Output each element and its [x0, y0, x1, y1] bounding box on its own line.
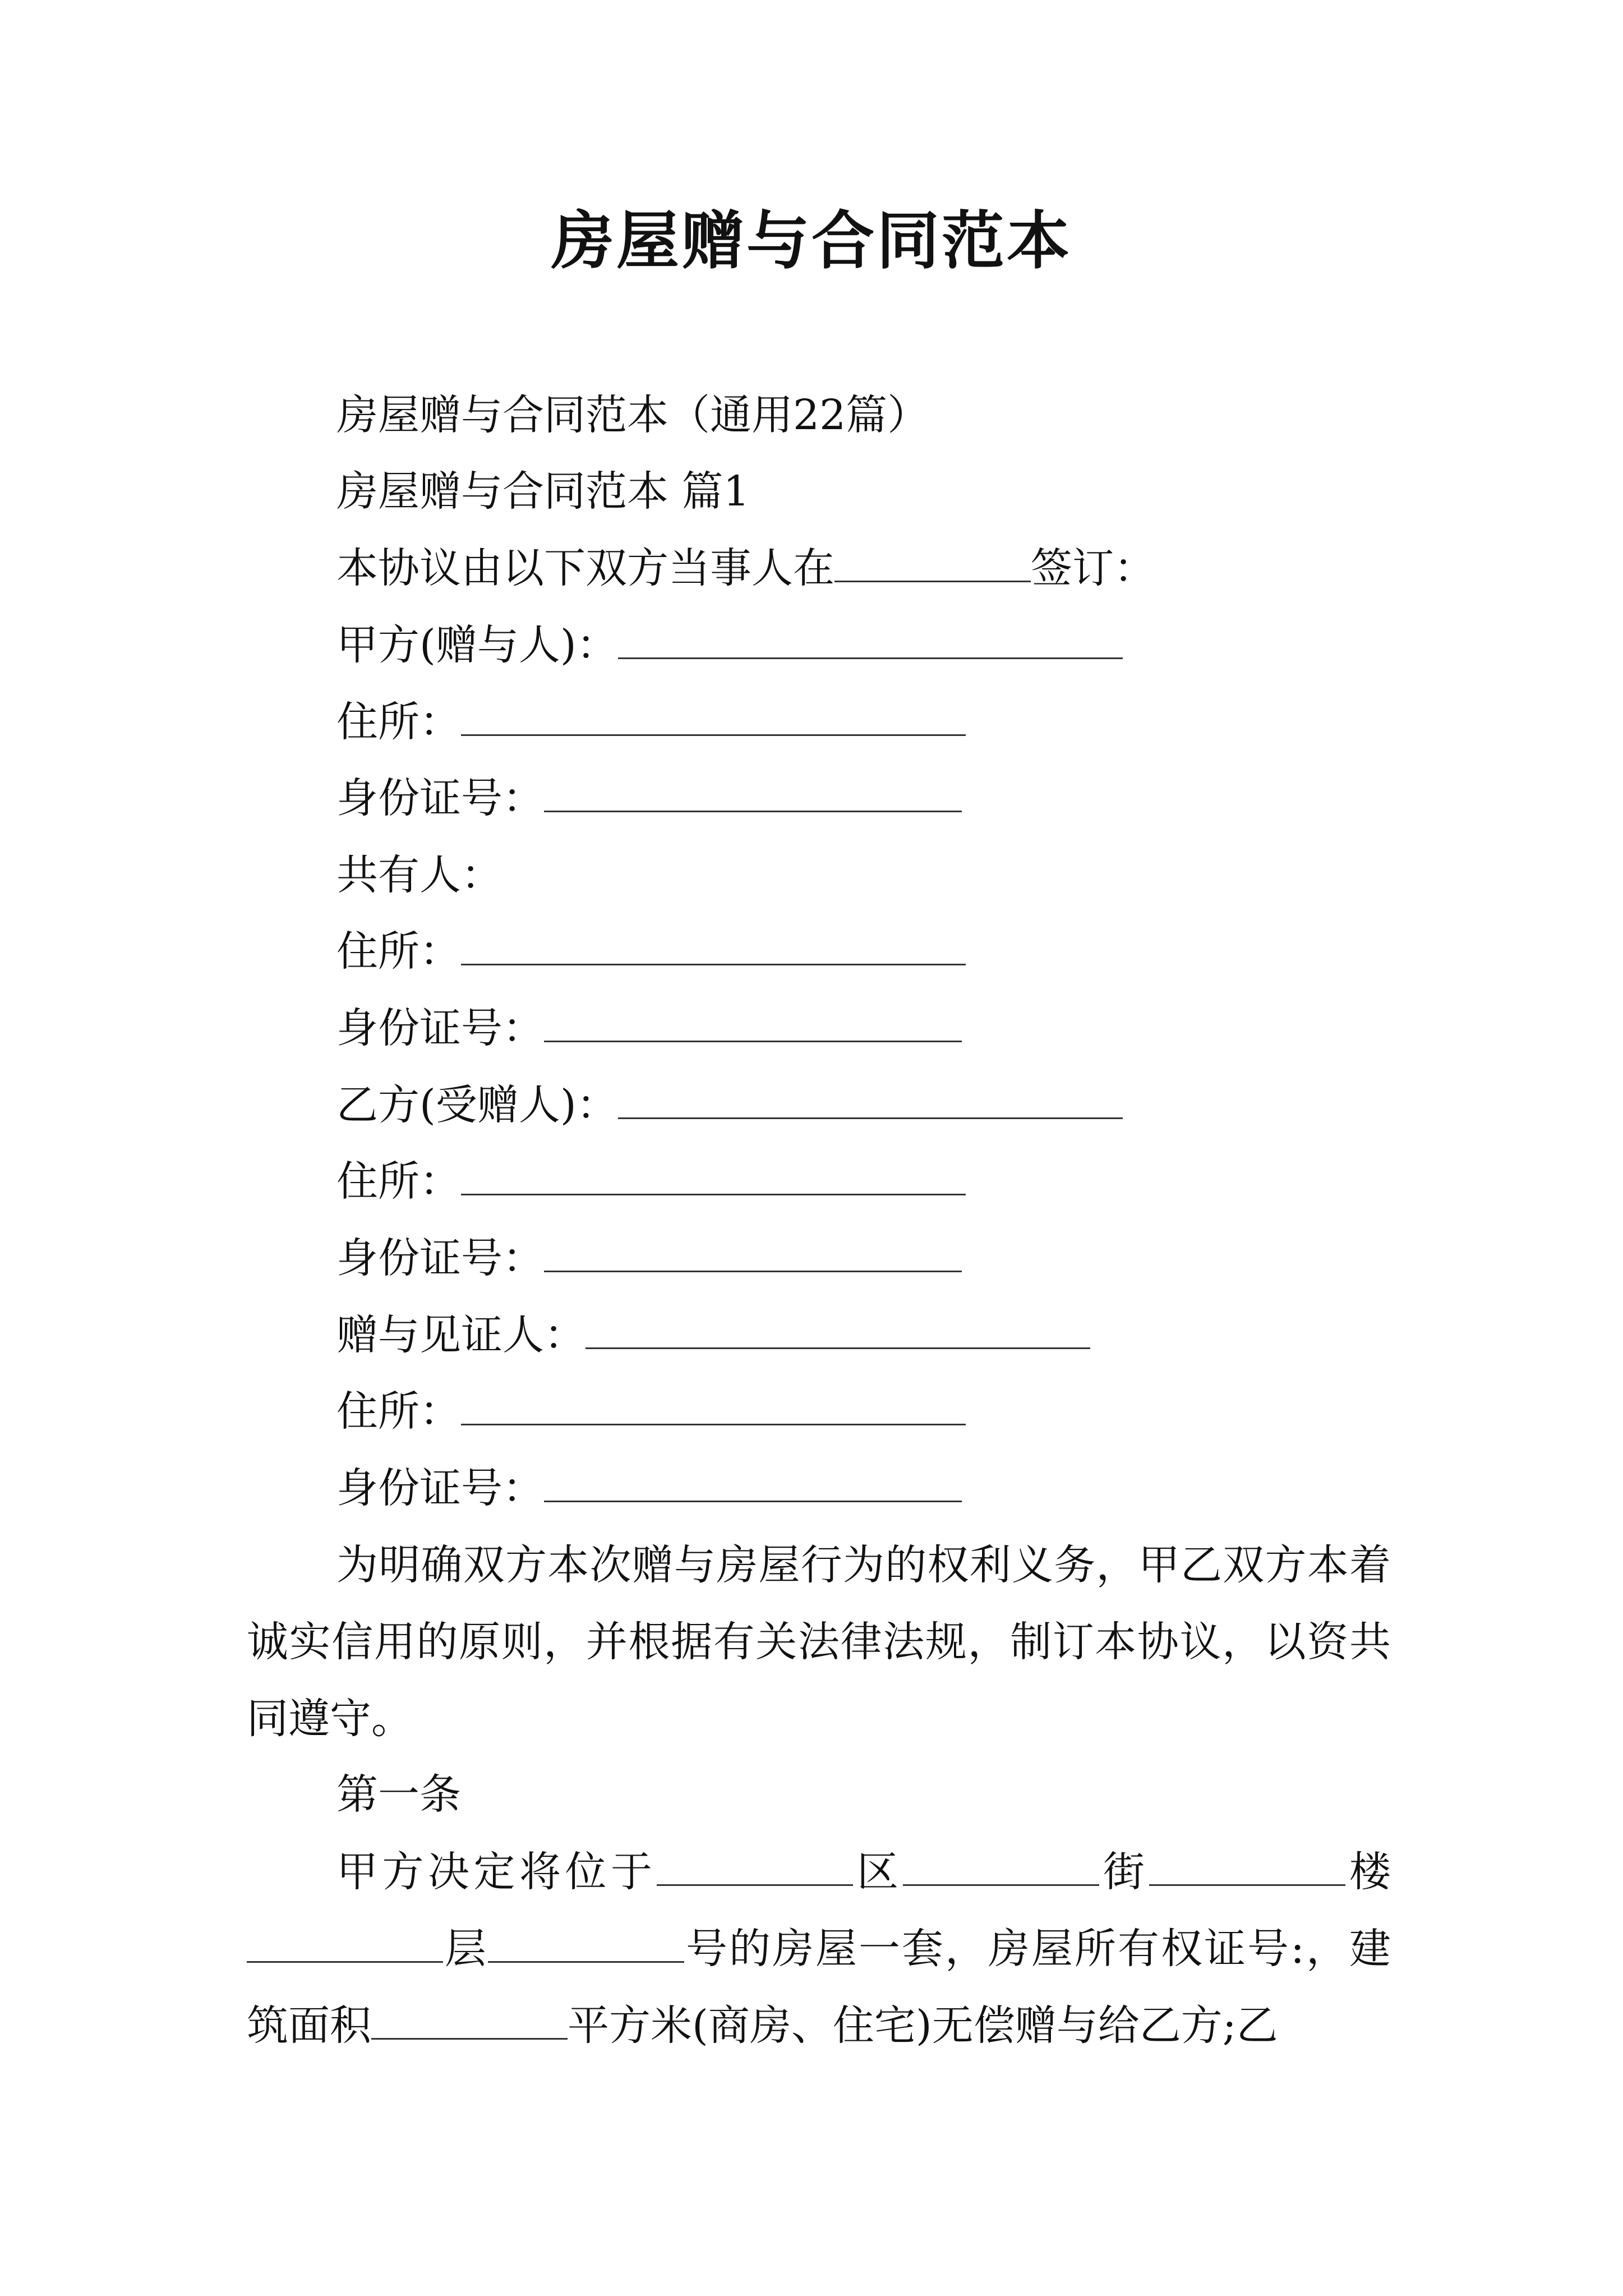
- id-number-blank: [544, 1461, 962, 1502]
- address-blank: [461, 695, 966, 736]
- co-owner-id-line: [336, 1000, 962, 1056]
- field-label: 身份证号：: [336, 1234, 544, 1282]
- street-blank: [903, 1845, 1099, 1886]
- party-b-blank: [618, 1078, 1123, 1119]
- signing-place-blank: [834, 541, 1031, 582]
- field-label: 住所：: [336, 1157, 461, 1205]
- party-a-id-line: [336, 770, 962, 826]
- address-blank: [461, 1154, 966, 1195]
- article-text: 甲方决定将位于: [336, 1848, 657, 1896]
- building-blank: [1149, 1845, 1345, 1886]
- intro-text-after: 签订：: [1031, 544, 1155, 592]
- article-text: 区: [852, 1848, 903, 1896]
- field-label: 共有人：: [336, 851, 502, 899]
- field-label: 住所：: [336, 927, 461, 976]
- intro-line: [336, 540, 1155, 596]
- section-heading: 房屋赠与合同范本 篇1: [336, 467, 750, 516]
- party-a-address-line: [336, 694, 966, 750]
- witness-address-line: [336, 1383, 966, 1439]
- field-label: 身份证号：: [336, 1464, 544, 1512]
- article-heading: 第一条: [336, 1770, 461, 1819]
- field-label: 身份证号：: [336, 1004, 544, 1052]
- id-number-blank: [544, 771, 962, 812]
- article-text: 号的房屋一套，房屋所有权证号:，建筑面积: [247, 1925, 1391, 2050]
- article-text: 街: [1099, 1848, 1149, 1896]
- witness-line: [336, 1307, 1090, 1363]
- witness-id-line: [336, 1460, 962, 1516]
- article-paragraph: [247, 1834, 1391, 2064]
- party-b-id-line: [336, 1230, 962, 1286]
- id-number-blank: [544, 1231, 962, 1272]
- subtitle: 房屋赠与合同范本（通用22篇）: [336, 391, 929, 439]
- address-blank: [461, 1384, 966, 1425]
- intro-text-before: 本协议由以下双方当事人在: [336, 544, 834, 592]
- witness-blank: [585, 1308, 1090, 1349]
- article-text: 层: [443, 1925, 488, 1973]
- district-blank: [657, 1845, 853, 1886]
- article-text: 平方米(商房、住宅)无偿赠与给乙方;乙: [568, 2001, 1278, 2050]
- floor-blank: [247, 1922, 443, 1963]
- field-label: 甲方(赠与人)：: [336, 621, 618, 669]
- field-label: 住所：: [336, 698, 461, 746]
- field-label: 住所：: [336, 1387, 461, 1435]
- address-blank: [461, 924, 966, 965]
- party-a-line: [336, 617, 1123, 673]
- co-owner-line: [336, 847, 502, 903]
- article-text: 楼: [1345, 1848, 1391, 1896]
- co-owner-address-line: [336, 923, 966, 979]
- field-label: 身份证号：: [336, 774, 544, 822]
- party-b-line: [336, 1077, 1123, 1133]
- number-blank: [488, 1922, 684, 1963]
- document-title: 房屋赠与合同范本: [551, 204, 1072, 278]
- party-b-address-line: [336, 1153, 966, 1209]
- party-a-blank: [618, 618, 1123, 659]
- field-label: 乙方(受赠人)：: [336, 1081, 618, 1129]
- purpose-paragraph: 为明确双方本次赠与房屋行为的权利义务，甲乙双方本着诚实信用的原则，并根据有关法律法规，制订本协议，以资共同遵守。: [247, 1541, 1391, 1743]
- field-label: 赠与见证人：: [336, 1311, 585, 1359]
- id-number-blank: [544, 1001, 962, 1042]
- area-blank: [371, 1999, 568, 2040]
